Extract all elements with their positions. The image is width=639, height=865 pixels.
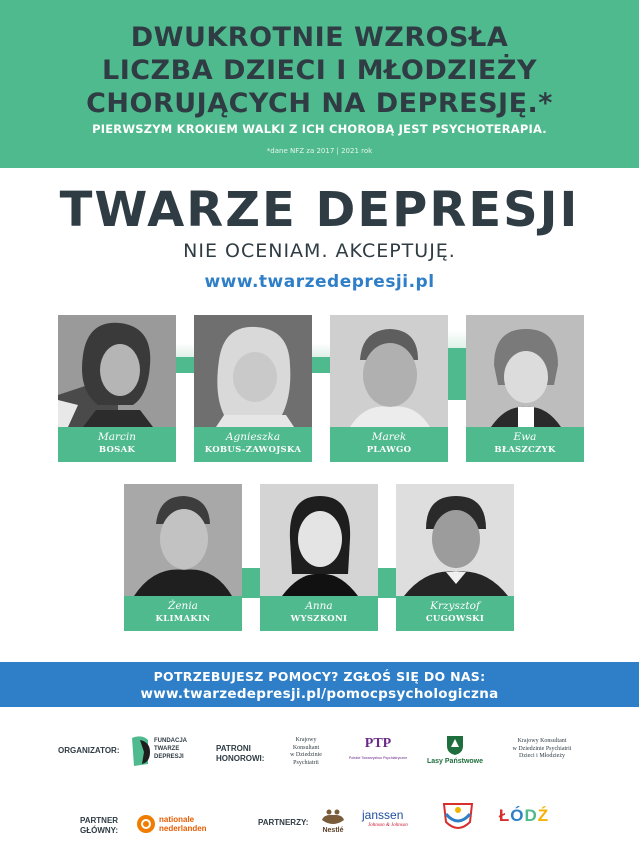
- connector: [240, 568, 260, 598]
- janssen-sub: Johnson & Johnson: [368, 823, 408, 828]
- main-partner-label: [80, 816, 118, 836]
- organizer-logo-line-3: DEPRESJI: [154, 754, 184, 760]
- lasy-caption: Lasy Państwowe: [426, 758, 484, 765]
- name-plate: [124, 596, 242, 631]
- person-card-zenia-klimakin: [124, 484, 242, 631]
- first-name: Marek: [371, 431, 407, 443]
- person-card-marcin-bosak: [58, 315, 176, 462]
- name-plate: [58, 427, 176, 462]
- organizer-logo-line-1: FUNDACJA: [154, 738, 187, 744]
- connector: [176, 357, 194, 373]
- name-plate: [396, 596, 514, 631]
- partner-city-logo: [438, 800, 478, 836]
- name-plate: [260, 596, 378, 631]
- last-name: PLAWGO: [366, 445, 412, 455]
- partner-nestle-logo: [316, 806, 350, 838]
- last-name: BOSAK: [98, 445, 136, 455]
- patron-1-line-2: Konsultant: [292, 744, 320, 751]
- patrons-label-line-1: PATRONI: [216, 744, 251, 753]
- portrait-photo: [466, 315, 584, 427]
- patron-4-line-1: Krajowy Konsultant: [517, 738, 567, 744]
- organizer-logo: [130, 734, 190, 768]
- organizer-logo-line-2: TWARZE: [154, 746, 180, 752]
- patron-1-line-4: Psychiatrii: [293, 759, 319, 766]
- patron-1-line-1: Krajowy: [295, 737, 317, 743]
- ptp-mark: PTP: [364, 736, 392, 751]
- last-name: CUGOWSKI: [425, 614, 485, 624]
- janssen-wordmark: janssen: [362, 808, 404, 822]
- first-name: Agnieszka: [225, 431, 281, 443]
- patron-1-line-3: w Dziedzinie: [290, 752, 322, 758]
- nestle-wordmark: Nestlé: [322, 827, 344, 834]
- last-name: KOBUS-ZAWOJSKA: [204, 445, 302, 455]
- nn-line-1: nationale: [159, 815, 195, 824]
- person-card-marek-plawgo: [330, 315, 448, 462]
- name-plate: [330, 427, 448, 462]
- help-question: POTRZEBUJESZ POMOCY? ZGŁOŚ SIĘ DO NAS:: [153, 669, 486, 684]
- connector-fade: [448, 330, 468, 348]
- first-name: Krzysztof: [430, 600, 480, 612]
- first-name: Żenia: [168, 600, 198, 612]
- help-url-link[interactable]: www.twarzedepresji.pl/pomocpsychologiczna: [140, 686, 499, 702]
- nn-line-2: nederlanden: [159, 824, 207, 833]
- portrait-photo: [260, 484, 378, 596]
- person-card-agnieszka-kobus-zawojska: [194, 315, 312, 462]
- partner-janssen-logo: [362, 808, 426, 836]
- header-line-1: DWUKROTNIE WZROSŁA: [130, 22, 509, 53]
- main-partner-nn-logo: [136, 812, 236, 836]
- main-partner-label-line-2: GŁÓWNY:: [80, 826, 119, 835]
- last-name: BŁASZCZYK: [494, 445, 556, 455]
- connector: [312, 357, 330, 373]
- patron-national-consultant-psychiatry: [276, 737, 336, 767]
- header-subline: PIERWSZYM KROKIEM WALKI Z ICH CHOROBĄ JEST PSYCHOTERAPIA.: [92, 122, 547, 136]
- person-card-krzysztof-cugowski: [396, 484, 514, 631]
- ptp-caption: Polskie Towarzystwo Psychiatryczne: [348, 756, 408, 760]
- connector-fade: [312, 343, 330, 357]
- portrait-photo: [58, 315, 176, 427]
- person-card-anna-wyszkoni: [260, 484, 378, 631]
- campaign-url-link[interactable]: www.twarzedepresji.pl: [204, 272, 435, 292]
- connector: [448, 348, 468, 400]
- portrait-photo: [396, 484, 514, 596]
- patron-ptp-logo: [340, 736, 416, 768]
- tree-shield-icon: [445, 734, 465, 756]
- campaign-title: TWARZE DEPRESJI: [59, 182, 580, 238]
- first-name: Marcin: [97, 431, 137, 443]
- last-name: WYSZKONI: [290, 614, 348, 624]
- patrons-label: [216, 744, 264, 764]
- person-card-ewa-blaszczyk: [466, 315, 584, 462]
- header-line-3: CHORUJĄCYCH NA DEPRESJĘ.*: [86, 88, 553, 119]
- patron-national-consultant-child-psychiatry: [492, 738, 592, 761]
- portrait-photo: [330, 315, 448, 427]
- patron-4-line-3: Dzieci i Młodzieży: [519, 753, 565, 759]
- partner-lodz-logo: [496, 804, 552, 836]
- lodz-wordmark: ŁÓDŹ: [498, 806, 550, 825]
- name-plate: [466, 427, 584, 462]
- nn-lion-icon: [136, 814, 156, 834]
- header-footnote: *dane NFZ za 2017 | 2021 rok: [266, 147, 373, 155]
- nest-icon: [320, 806, 346, 826]
- name-plate: [194, 427, 312, 462]
- partners-label: PARTNERZY:: [258, 818, 309, 827]
- connector-fade: [176, 343, 194, 357]
- patrons-label-line-2: HONOROWI:: [216, 754, 265, 763]
- first-name: Ewa: [513, 431, 537, 443]
- portrait-photo: [194, 315, 312, 427]
- patron-lasy-panstwowe-logo: [420, 734, 490, 768]
- organizer-label: ORGANIZATOR:: [58, 746, 120, 755]
- patron-4-line-2: w Dziedzinie Psychiatrii: [512, 745, 572, 752]
- main-partner-label-line-1: PARTNER: [80, 816, 119, 825]
- help-band: [0, 662, 639, 707]
- city-emblem-icon: [438, 800, 478, 836]
- last-name: KLIMAKIN: [155, 614, 211, 624]
- first-name: Anna: [305, 600, 333, 612]
- header-band: [0, 0, 639, 168]
- connector: [376, 568, 396, 598]
- header-line-2: LICZBA DZIECI I MŁODZIEŻY: [101, 55, 537, 86]
- campaign-slogan: NIE OCENIAM. AKCEPTUJĘ.: [183, 240, 456, 262]
- portrait-photo: [124, 484, 242, 596]
- foundation-face-icon: [130, 734, 154, 768]
